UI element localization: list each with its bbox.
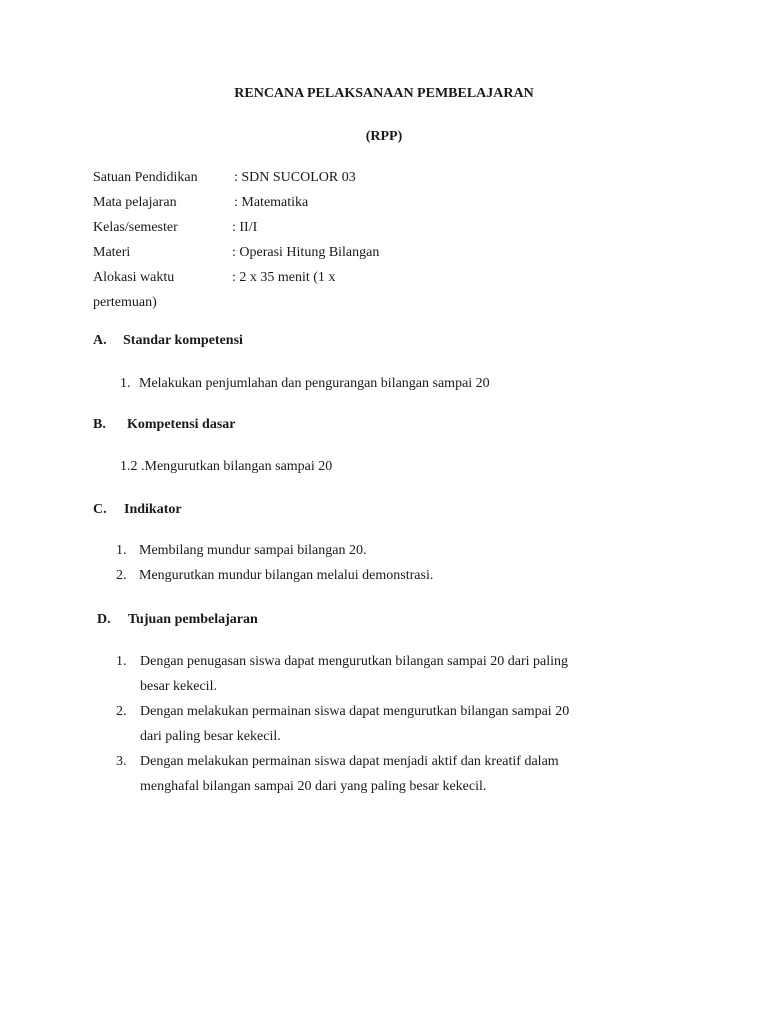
- identity-wrap: pertemuan): [93, 295, 157, 310]
- identity-value: : Matematika: [234, 195, 309, 210]
- section-heading: Tujuan pembelajaran: [128, 612, 258, 627]
- identity-label: Alokasi waktu: [93, 270, 175, 285]
- identity-value: : 2 x 35 menit (1 x: [232, 270, 336, 285]
- list-item: Melakukan penjumlahan dan pengurangan bilangan sampai 20: [139, 376, 490, 391]
- section-heading: Indikator: [124, 502, 182, 517]
- list-number: 1.: [120, 376, 131, 391]
- list-item-continuation: besar kekecil.: [140, 679, 217, 694]
- identity-label: Kelas/semester: [93, 220, 178, 235]
- list-number: 2.: [116, 568, 127, 583]
- list-item: Dengan penugasan siswa dapat mengurutkan bilangan sampai 20 dari paling: [140, 654, 569, 669]
- list-item-continuation: dari paling besar kekecil.: [140, 729, 281, 744]
- list-item-continuation: menghafal bilangan sampai 20 dari yang paling besar kekecil.: [140, 779, 487, 794]
- list-number: 1.: [116, 543, 127, 558]
- section-text: 1.2 .Mengurutkan bilangan sampai 20: [120, 459, 333, 474]
- list-number: 2.: [116, 704, 127, 719]
- identity-value: : Operasi Hitung Bilangan: [232, 245, 380, 260]
- list-item: Dengan melakukan permainan siswa dapat menjadi aktif dan kreatif dalam: [140, 754, 559, 769]
- section-letter: D.: [97, 612, 111, 627]
- list-number: 3.: [116, 754, 127, 769]
- identity-label: Mata pelajaran: [93, 195, 177, 210]
- identity-label: Satuan Pendidikan: [93, 170, 198, 185]
- list-number: 1.: [116, 654, 127, 669]
- section-heading: Kompetensi dasar: [127, 417, 236, 432]
- list-item: Mengurutkan mundur bilangan melalui demonstrasi.: [139, 568, 434, 583]
- document-subtitle: (RPP): [365, 129, 403, 144]
- list-item: Membilang mundur sampai bilangan 20.: [139, 543, 367, 558]
- section-letter: B.: [93, 417, 106, 432]
- identity-label: Materi: [93, 245, 131, 260]
- identity-value: : SDN SUCOLOR 03: [234, 170, 356, 185]
- section-letter: A.: [93, 333, 107, 348]
- list-item: Dengan melakukan permainan siswa dapat mengurutkan bilangan sampai 20: [140, 704, 570, 719]
- document-title: RENCANA PELAKSANAAN PEMBELAJARAN: [234, 86, 534, 101]
- section-heading: Standar kompetensi: [123, 333, 243, 348]
- identity-value: : II/I: [232, 220, 258, 235]
- section-letter: C.: [93, 502, 107, 517]
